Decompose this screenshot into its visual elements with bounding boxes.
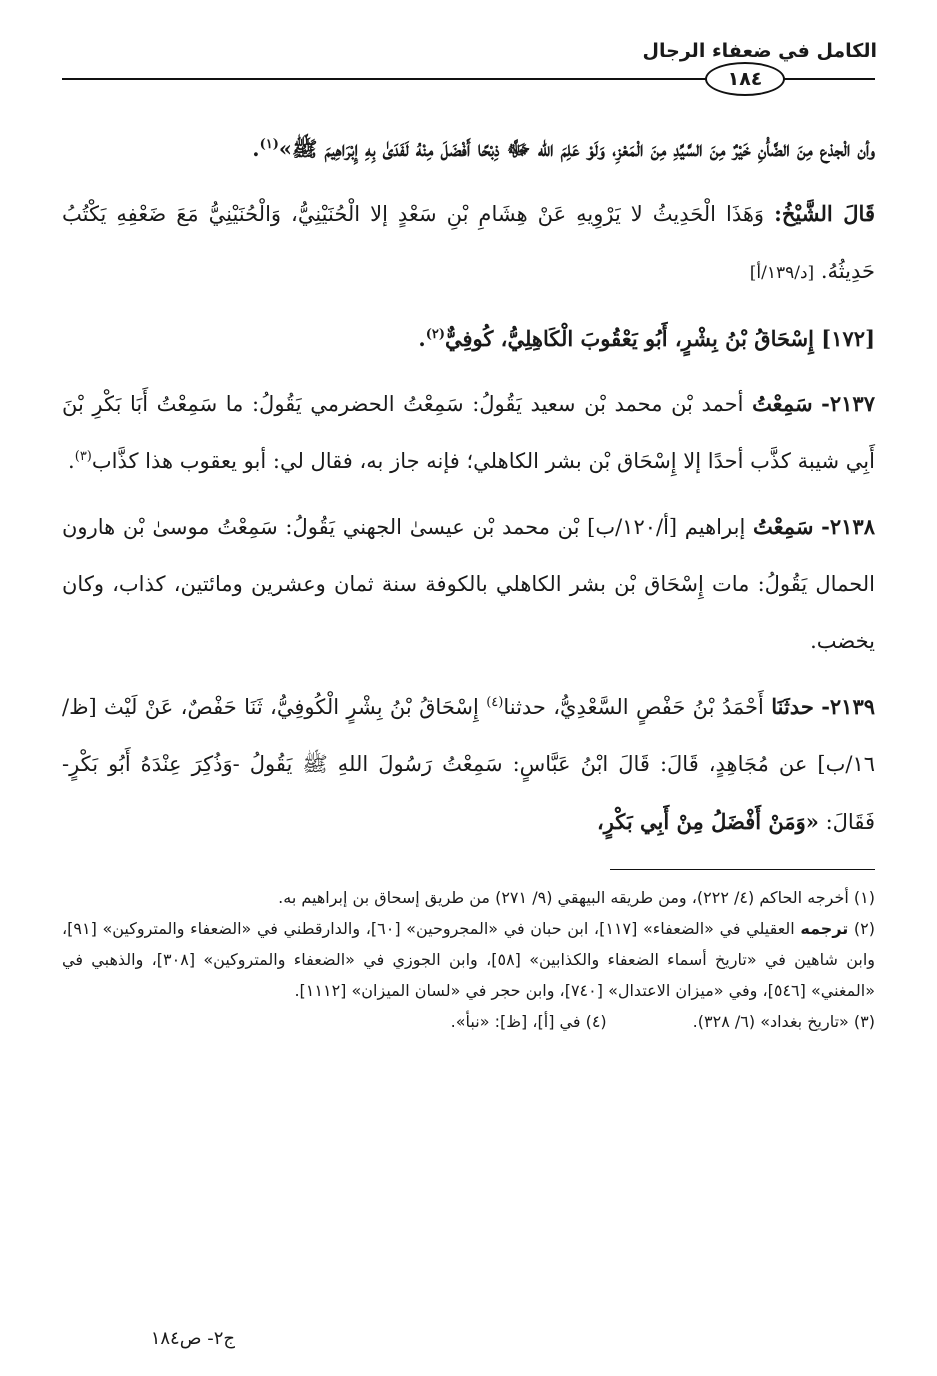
narration-keyword: سَمِعْتُ	[752, 391, 813, 416]
footnote-4: (٤) في [أ]، [ظ]: «نبأ».	[450, 1012, 607, 1031]
footnote-number: (٢)	[853, 919, 875, 938]
entry-title: [١٧٢] إِسْحَاقُ بْنُ بِشْرٍ، أَبُو يَعْقُوبَ الْكَاهِلِيُّ، كُوفِيٌّ	[444, 326, 875, 351]
narration-keyword: سَمِعْتُ	[752, 514, 814, 539]
narration-2139	[62, 678, 875, 851]
footnote-ref-1: (١)	[259, 137, 279, 152]
narration-text: إبراهيم [أ/١٢٠/ب] بْن محمد بْن عيسىٰ الجهني يَقُولُ: سَمِعْتُ موسىٰ بْن هارون الحمال يَقُولُ: مات إِسْحَاق بْن بشر الكاهلي بالكوفة سنة ثمان وعشرين ومائتين، كذاب، وكان يخضب.	[62, 515, 875, 653]
manuscript-citation: [د/١٣٩/أ]	[749, 263, 815, 283]
volume-page-folio: ج٢- ص١٨٤	[150, 1328, 235, 1349]
footnote-separator	[610, 869, 875, 870]
page-number-badge: ١٨٤	[705, 62, 785, 96]
narration-text: أَحْمَدُ بْنُ حَفْصٍ السَّعْدِيُّ، حدثنا	[503, 695, 764, 719]
shaykh-label: قَالَ الشَّيْخُ:	[774, 201, 875, 226]
period: .	[68, 449, 75, 473]
footnote-keyword: ترجمه	[800, 919, 849, 938]
period: .	[252, 136, 260, 161]
footnote-ref-4: (٤)	[486, 695, 504, 710]
footnote-ref-2: (٢)	[425, 327, 445, 342]
footnote-2	[62, 913, 875, 1006]
narration-keyword: حدثَنَا	[771, 694, 814, 719]
main-text	[62, 120, 875, 1037]
footnote-ref-3: (٣)	[74, 449, 92, 464]
narration-text: أحمد بْن محمد بْن سعيد يَقُولُ: سَمِعْتُ الحضرمي يَقُولُ: ما سَمِعْتُ أَبَا بَكْرِ بْنَ أَبِي شيبة كذَّب أحدًا إلا إِسْحَاق بْن بشر الكاهلي؛ فإنه جاز به، فقال لي: أبو يعقوب هذا كذَّاب	[62, 392, 875, 473]
narration-number: ٢١٣٧-	[821, 391, 875, 416]
narration-2137	[62, 375, 875, 490]
hadith-text: وأن الْجذع مِنَ الضَّأْنِ خَيْرٌ مِنَ السَّيِّدِ مِنَ الْمَعْزِ، وَلَوْ عَلِمَ الله ﷻ ذِبْحًا أَفْضَلَ مِنْهُ لَفَدَىٰ بِهِ إِبْرَاهِيمَ ﷺ»	[278, 136, 875, 161]
running-title: الكامل في ضعفاء الرجال	[642, 40, 877, 62]
entry-heading	[62, 310, 875, 367]
prophetic-quote: «وَمَنْ أَفْضَلُ مِنْ أَبِي بَكْرٍ،	[596, 809, 819, 834]
narration-number: ٢١٣٨-	[821, 514, 875, 539]
period: .	[418, 326, 426, 351]
paragraph-shaykh-comment	[62, 185, 875, 302]
footnote-3: (٣) «تاريخ بغداد» (٦/ ٣٢٨).	[692, 1012, 875, 1031]
footnotes-3-4	[62, 1006, 875, 1037]
narration-2138	[62, 498, 875, 670]
paragraph-hadith-ending	[62, 120, 875, 177]
footnote-text: العقيلي في «الضعفاء» [١١٧]، ابن حبان في «المجروحين» [٦٠]، والدارقطني في «الضعفاء والمتروكين» [٩١]، وابن شاهين في «تاريخ أسماء الضعفاء والكذابين» [٥٨]، وابن الجوزي في «الضعفاء والمتروكين» [٣٠٨]، والذهبي في «المغني» [٥٤٦]، وفي «ميزان الاعتدال» [٧٤٠]، وابن حجر في «لسان الميزان» [١١١٢].	[62, 919, 876, 1000]
footnote-1: (١) أخرجه الحاكم (٤/ ٢٢٢)، ومن طريقه البيهقي (٩/ ٢٧١) من طريق إسحاق بن إبراهيم به.	[278, 888, 875, 907]
shaykh-comment-text: وَهَذَا الْحَدِيثُ لا يَرْوِيهِ عَنْ هِشَامِ بْنِ سَعْدٍ إلا الْحُنَيْنِيُّ، وَالْحُنَيْنِيُّ مَعَ ضَعْفِهِ يَكْتُبُ حَدِيثُهُ.	[62, 202, 875, 283]
narration-text-cont: إِسْحَاقُ بْنُ بِشْرٍ الْكُوفِيُّ، ثَنَا حَفْصٌ، عَنْ لَيْث [ظ/١٦/ب] عن مُجَاهِدٍ، قَالَ: قَالَ ابْنُ عَبَّاسٍ: سَمِعْتُ رَسُولَ اللهِ ﷺ يَقُولُ -وَذُكِرَ عِنْدَهُ أَبُو بَكْرٍ- فَقَالَ:	[62, 695, 875, 834]
narration-number: ٢١٣٩-	[821, 694, 876, 719]
